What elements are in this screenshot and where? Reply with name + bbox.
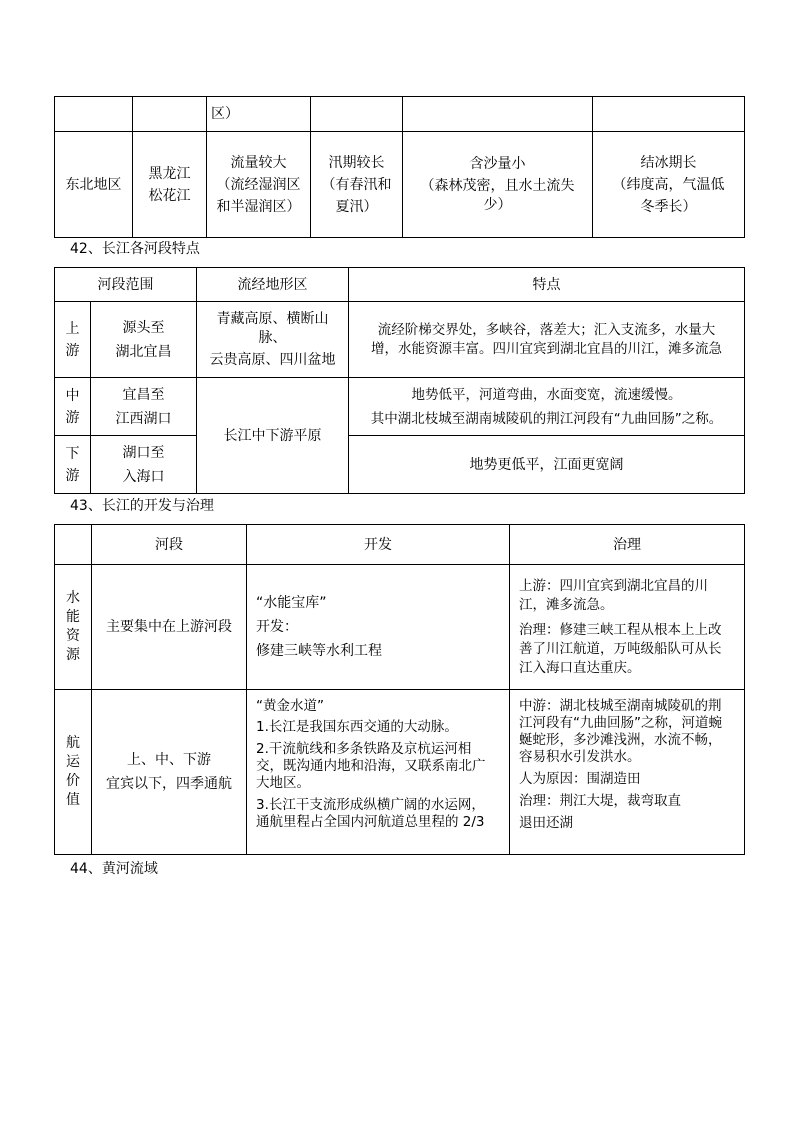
section-43-caption: 43、长江的开发与治理 — [70, 498, 214, 514]
table-cell: 中 游 — [55, 378, 91, 436]
section-44-caption: 44、黄河流域 — [70, 861, 158, 877]
table-cell: 区） — [207, 97, 311, 132]
header-cell: 河段范围 — [55, 268, 197, 302]
table-cell: 航 运 价 值 — [55, 690, 92, 855]
table-42 — [54, 267, 745, 494]
table-cell: 青藏高原、横断山 脉、 云贵高原、四川盆地 — [197, 302, 349, 378]
table-row — [55, 565, 745, 690]
table-cell: “黄金水道” 1.长江是我国东西交通的大动脉。 2.干流航线和多条铁路及京杭运河相 交，既沟通内地和沿海，又联系南北广 大地区。 3.长江干支流形成纵横广阔的水运网， 通航里程占全国内河航道总里程的 2/3 — [247, 690, 510, 855]
table-row — [55, 690, 745, 855]
table-cell: 主要集中在上游河段 — [92, 565, 247, 690]
header-cell: 治理 — [510, 525, 745, 565]
header-cell: 流经地形区 — [197, 268, 349, 302]
table-cell: 上游：四川宜宾到湖北宜昌的川 江，滩多流急。 治理：修建三峡工程从根本上上改 善了川江航道，万吨级船队可从长 江入海口直达重庆。 — [510, 565, 745, 690]
table-cell: 水 能 资 源 — [55, 565, 92, 690]
table-cell: 源头至 湖北宜昌 — [91, 302, 197, 378]
table-cell: 地势低平，河道弯曲，水面变宽，流速缓慢。 其中湖北枝城至湖南城陵矶的荆江河段有“九曲回肠”之称。 — [349, 378, 745, 436]
table-43 — [54, 524, 745, 855]
table-cell: 流量较大 （流经湿润区 和半湿润区） — [207, 132, 311, 238]
table-cell: 下 游 — [55, 436, 91, 494]
table-cell: 地势更低平，江面更宽阔 — [349, 436, 745, 494]
table-row — [55, 132, 745, 238]
table-cell: 上、中、下游 宜宾以下，四季通航 — [92, 690, 247, 855]
table-row — [55, 378, 745, 436]
table-cell: 东北地区 — [55, 132, 133, 238]
table-row — [55, 97, 745, 132]
table-cell: 含沙量小 （森林茂密，且水土流失 少） — [403, 132, 593, 238]
table-cell: 上 游 — [55, 302, 91, 378]
section-42-caption: 42、长江各河段特点 — [70, 241, 200, 257]
table-row — [55, 436, 745, 494]
header-cell: 特点 — [349, 268, 745, 302]
table-cell: 长江中下游平原 — [197, 378, 349, 494]
header-cell: 开发 — [247, 525, 510, 565]
table-header-row — [55, 268, 745, 302]
table-cell: 汛期较长 （有春汛和 夏汛） — [311, 132, 403, 238]
table-cell: 流经阶梯交界处，多峡谷，落差大；汇入支流多，水量大 增，水能资源丰富。四川宜宾到湖北宜昌的川江，滩多流急 — [349, 302, 745, 378]
table-row — [55, 302, 745, 378]
table-cell: “水能宝库” 开发： 修建三峡等水利工程 — [247, 565, 510, 690]
table-cell: 湖口至 入海口 — [91, 436, 197, 494]
table-cell: 中游：湖北枝城至湖南城陵矶的荆 江河段有“九曲回肠”之称，河道蜿 蜒蛇形，多沙滩浅洲，水流不畅， 容易积水引发洪水。 人为原因：围湖造田 治理：荆江大堤，裁弯取直 退田还湖 — [510, 690, 745, 855]
table-header-row — [55, 525, 745, 565]
table-41 — [54, 96, 745, 238]
table-cell: 结冰期长 （纬度高，气温低 冬季长） — [593, 132, 745, 238]
table-cell: 黑龙江 松花江 — [133, 132, 207, 238]
table-cell: 宜昌至 江西湖口 — [91, 378, 197, 436]
header-cell: 河段 — [92, 525, 247, 565]
